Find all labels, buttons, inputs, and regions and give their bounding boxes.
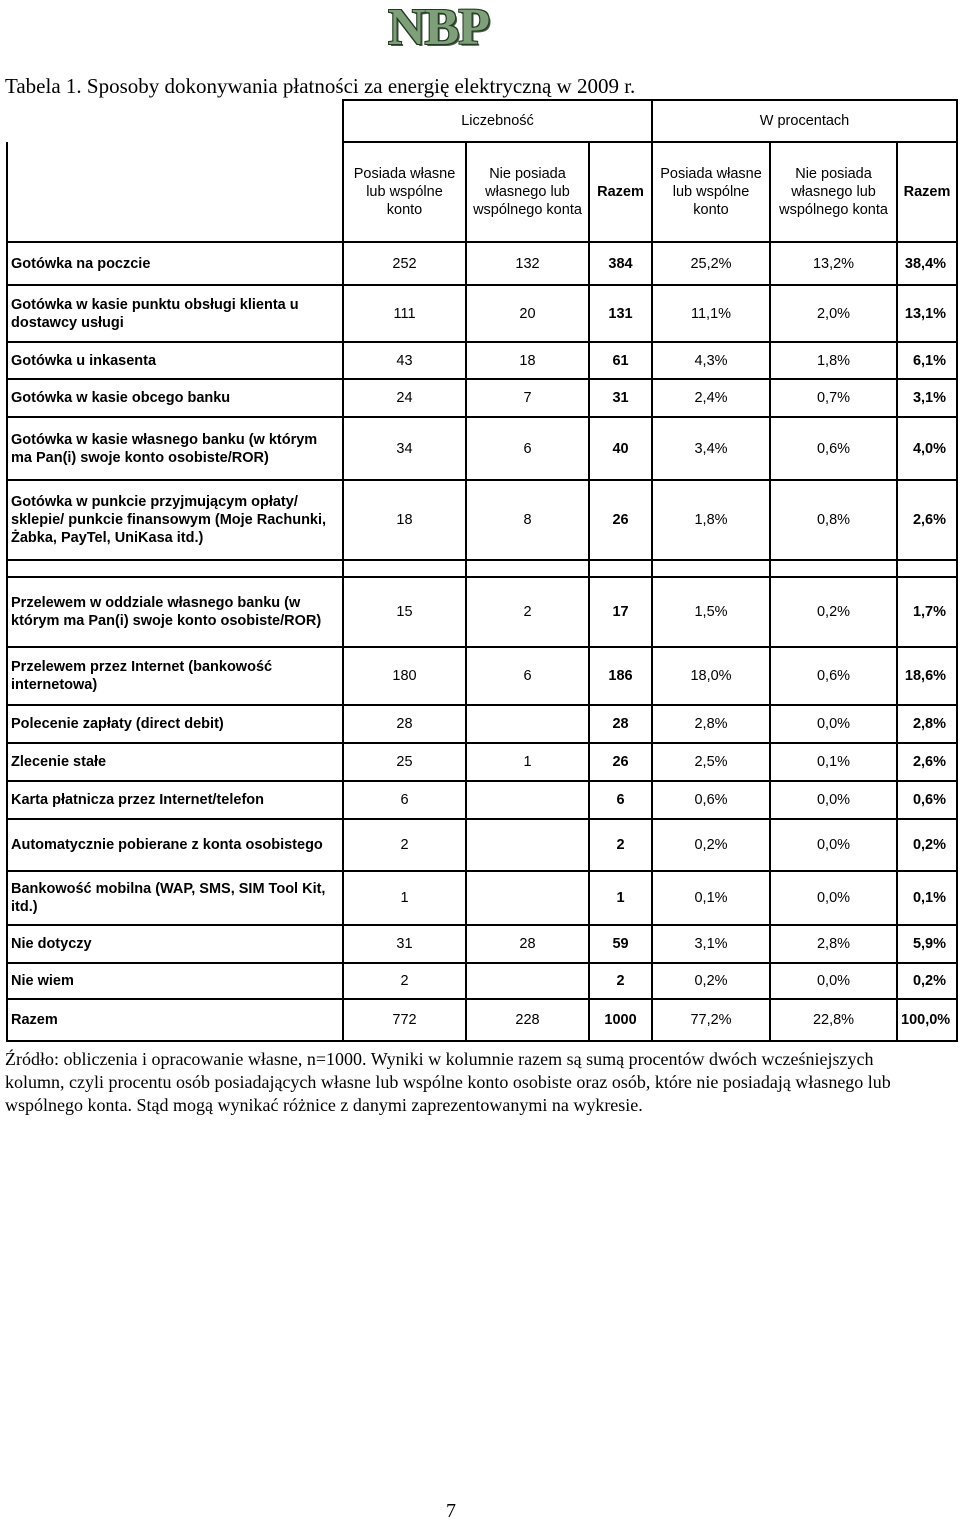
cell-count-has-account: 111 [343,285,466,342]
cell-count-total: 26 [589,743,652,781]
cell-pct-total: 2,6% [897,480,957,560]
cell-pct-no-account: 0,7% [770,379,897,417]
table-row [7,705,957,743]
cell-count-has-account: 15 [343,577,466,647]
separator-cell [343,560,466,577]
col-header-total: Razem [589,142,652,242]
table-row [7,781,957,819]
cell-pct-has-account: 0,6% [652,781,770,819]
cell-pct-total: 1,7% [897,577,957,647]
row-label: Gotówka w punkcie przyjmującym opłaty/ sklepie/ punkcie finansowym (Moje Rachunki, Żabka, PayTel, UniKasa itd.) [7,480,343,560]
cell-count-has-account: 772 [343,999,466,1041]
cell-count-no-account: 18 [466,342,589,379]
cell-count-no-account: 132 [466,242,589,285]
cell-count-has-account: 25 [343,743,466,781]
table-row [7,963,957,999]
cell-count-total: 6 [589,781,652,819]
cell-count-no-account [466,705,589,743]
cell-pct-total: 18,6% [897,647,957,705]
cell-pct-has-account: 25,2% [652,242,770,285]
cell-pct-no-account: 2,0% [770,285,897,342]
group-count-header: Liczebność [343,100,652,142]
cell-pct-total: 2,8% [897,705,957,743]
table-row [7,819,957,871]
cell-pct-no-account: 0,0% [770,819,897,871]
cell-count-total: 384 [589,242,652,285]
cell-pct-no-account: 0,1% [770,743,897,781]
cell-pct-no-account: 0,6% [770,647,897,705]
table-row [7,743,957,781]
cell-count-no-account [466,963,589,999]
cell-pct-has-account: 0,2% [652,963,770,999]
cell-count-total: 61 [589,342,652,379]
cell-count-no-account: 2 [466,577,589,647]
row-label: Bankowość mobilna (WAP, SMS, SIM Tool Kit, itd.) [7,871,343,925]
separator-cell [589,560,652,577]
source-note: Źródło: obliczenia i opracowanie własne, n=1000. Wyniki w kolumnie razem są sumą procentów dwóch wcześniejszych kolumn, czyli procentu osób posiadających własne lub wspólne konto osobiste oraz osób, które nie posiadają własnego lub wspólnego konta. Stąd mogą wynikać różnice z danymi zaprezentowanymi na wykresie. [5,1049,891,1115]
cell-pct-no-account: 0,0% [770,781,897,819]
cell-count-total: 1000 [589,999,652,1041]
cell-pct-total: 0,6% [897,781,957,819]
cell-pct-no-account: 0,0% [770,705,897,743]
cell-count-has-account: 1 [343,871,466,925]
table-row [7,871,957,925]
cell-pct-total: 5,9% [897,925,957,963]
cell-pct-total: 38,4% [897,242,957,285]
header-empty-corner [7,100,343,142]
cell-count-total: 2 [589,819,652,871]
row-label: Gotówka u inkasenta [7,342,343,379]
cell-pct-no-account: 0,0% [770,963,897,999]
row-label: Karta płatnicza przez Internet/telefon [7,781,343,819]
separator-cell [897,560,957,577]
header-group-row [7,100,957,142]
row-label: Gotówka na poczcie [7,242,343,285]
nbp-logo: NBP [388,0,489,56]
cell-count-has-account: 2 [343,963,466,999]
cell-pct-no-account: 0,6% [770,417,897,480]
group-percent-header: W procentach [652,100,957,142]
separator-cell [652,560,770,577]
cell-count-has-account: 180 [343,647,466,705]
header-row [7,142,957,242]
table-row [7,379,957,417]
table-row [7,480,957,560]
col-header-no-account: Nie posiada własnego lub wspólnego konta [466,142,589,242]
cell-pct-has-account: 0,2% [652,819,770,871]
table-row [7,647,957,705]
table-row [7,417,957,480]
separator-cell [466,560,589,577]
cell-count-no-account [466,819,589,871]
cell-pct-has-account: 1,8% [652,480,770,560]
cell-count-no-account: 20 [466,285,589,342]
cell-count-has-account: 34 [343,417,466,480]
cell-count-total: 17 [589,577,652,647]
cell-count-total: 31 [589,379,652,417]
row-label: Gotówka w kasie obcego banku [7,379,343,417]
col-header-no-account-pct: Nie posiada własnego lub wspólnego konta [770,142,897,242]
row-label: Zlecenie stałe [7,743,343,781]
cell-pct-has-account: 18,0% [652,647,770,705]
cell-pct-has-account: 4,3% [652,342,770,379]
cell-count-total: 131 [589,285,652,342]
cell-count-has-account: 43 [343,342,466,379]
row-label: Gotówka w kasie własnego banku (w którym ma Pan(i) swoje konto osobiste/ROR) [7,417,343,480]
cell-pct-total: 2,6% [897,743,957,781]
cell-pct-has-account: 77,2% [652,999,770,1041]
cell-count-no-account: 7 [466,379,589,417]
table-row [7,242,957,285]
cell-count-no-account [466,871,589,925]
cell-count-total: 40 [589,417,652,480]
cell-count-total: 28 [589,705,652,743]
col-header-has-account: Posiada własne lub wspólne konto [343,142,466,242]
cell-count-total: 186 [589,647,652,705]
cell-count-no-account: 28 [466,925,589,963]
cell-pct-total: 6,1% [897,342,957,379]
cell-pct-total: 0,1% [897,871,957,925]
cell-pct-has-account: 11,1% [652,285,770,342]
table-row [7,999,957,1041]
row-label: Razem [7,999,343,1041]
cell-count-has-account: 28 [343,705,466,743]
separator-cell [770,560,897,577]
cell-count-has-account: 6 [343,781,466,819]
row-label: Nie wiem [7,963,343,999]
cell-count-has-account: 18 [343,480,466,560]
cell-count-no-account: 1 [466,743,589,781]
header-empty-label [7,142,343,242]
cell-pct-no-account: 0,0% [770,871,897,925]
cell-pct-has-account: 2,5% [652,743,770,781]
table-caption: Tabela 1. Sposoby dokonywania płatności za energię elektryczną w 2009 r. [5,74,636,98]
cell-pct-has-account: 0,1% [652,871,770,925]
row-label: Polecenie zapłaty (direct debit) [7,705,343,743]
cell-pct-has-account: 1,5% [652,577,770,647]
cell-count-total: 26 [589,480,652,560]
cell-count-no-account: 6 [466,647,589,705]
table-row [7,342,957,379]
page-number: 7 [446,1500,456,1522]
cell-count-no-account: 8 [466,480,589,560]
row-label: Gotówka w kasie punktu obsługi klienta u dostawcy usługi [7,285,343,342]
cell-count-no-account [466,781,589,819]
separator-row [7,560,957,577]
cell-count-no-account: 6 [466,417,589,480]
table-row [7,285,957,342]
row-label: Przelewem przez Internet (bankowość internetowa) [7,647,343,705]
cell-pct-no-account: 0,2% [770,577,897,647]
cell-pct-has-account: 2,8% [652,705,770,743]
cell-pct-has-account: 3,1% [652,925,770,963]
cell-count-total: 59 [589,925,652,963]
col-header-total-pct: Razem [897,142,957,242]
cell-count-has-account: 24 [343,379,466,417]
separator-cell [7,560,343,577]
cell-pct-has-account: 2,4% [652,379,770,417]
row-label: Nie dotyczy [7,925,343,963]
cell-count-has-account: 252 [343,242,466,285]
cell-pct-total: 3,1% [897,379,957,417]
table-row [7,925,957,963]
row-label: Przelewem w oddziale własnego banku (w którym ma Pan(i) swoje konto osobiste/ROR) [7,577,343,647]
cell-pct-has-account: 3,4% [652,417,770,480]
cell-pct-total: 13,1% [897,285,957,342]
row-label: Automatycznie pobierane z konta osobistego [7,819,343,871]
cell-count-has-account: 31 [343,925,466,963]
col-header-has-account-pct: Posiada własne lub wspólne konto [652,142,770,242]
cell-pct-total: 0,2% [897,819,957,871]
cell-pct-total: 4,0% [897,417,957,480]
cell-count-no-account: 228 [466,999,589,1041]
cell-pct-no-account: 22,8% [770,999,897,1041]
cell-pct-no-account: 1,8% [770,342,897,379]
cell-pct-no-account: 13,2% [770,242,897,285]
cell-pct-total: 0,2% [897,963,957,999]
cell-pct-total: 100,0% [897,999,957,1041]
payments-table [6,99,958,1042]
table-row [7,577,957,647]
cell-count-has-account: 2 [343,819,466,871]
cell-pct-no-account: 2,8% [770,925,897,963]
cell-pct-no-account: 0,8% [770,480,897,560]
cell-count-total: 2 [589,963,652,999]
cell-count-total: 1 [589,871,652,925]
